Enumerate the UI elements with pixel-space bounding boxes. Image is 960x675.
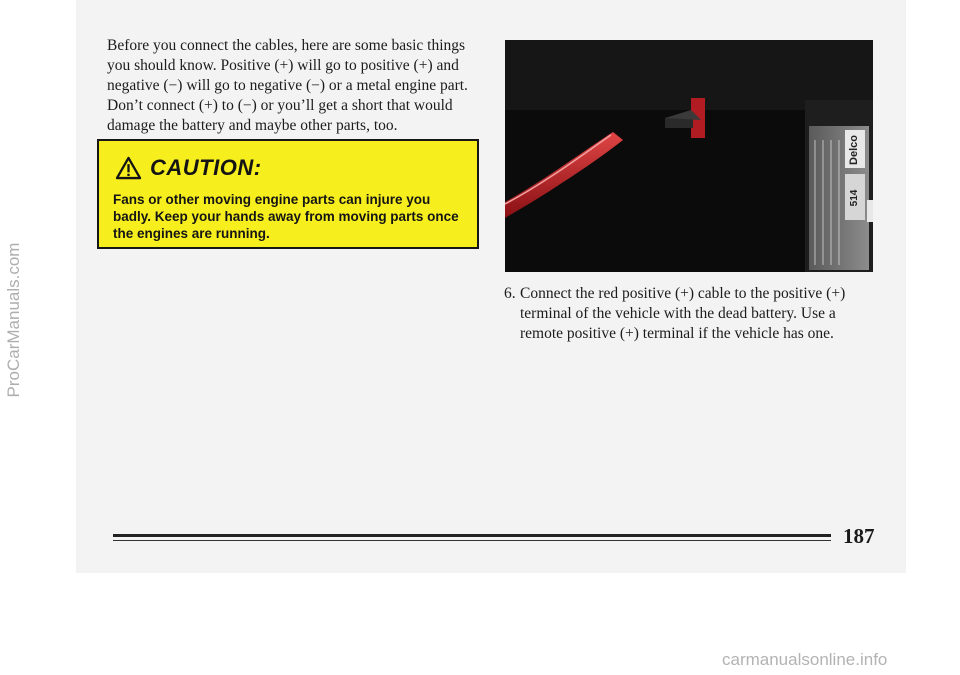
battery-model-number: 514 <box>849 189 860 207</box>
warning-triangle-icon <box>115 156 142 180</box>
bottom-watermark: carmanualsonline.info <box>722 650 888 669</box>
footer-rule-thin <box>113 540 831 541</box>
intro-paragraph: Before you connect the cables, here are some basic things you should know. Positive (+) will go to positive (+) and negative (−) will go to negative (−) or a metal engine part. Don’t connect (+) to (−) or you’ll get a short that would damage the battery and maybe other parts, too. <box>107 37 468 134</box>
side-watermark-text: ProCarManuals.com <box>4 242 23 398</box>
battery-photo <box>505 40 873 272</box>
battery-brand-label: Delco <box>848 135 860 165</box>
caution-header <box>115 155 262 181</box>
caution-box <box>97 139 479 249</box>
side-watermark <box>2 205 26 435</box>
caution-title: CAUTION: <box>150 155 262 180</box>
footer-rule-thick <box>113 534 831 537</box>
step-text: Connect the red positive (+) cable to the positive (+) terminal of the vehicle with the dead battery. Use a remote positive (+) terminal if the vehicle has one. <box>520 285 846 342</box>
caution-text: Fans or other moving engine parts can injure you badly. Keep your hands away from moving parts once the engines are running. <box>113 192 459 241</box>
step-6 <box>504 284 882 344</box>
page-number: 187 <box>843 524 875 548</box>
step-number: 6. <box>504 285 516 302</box>
